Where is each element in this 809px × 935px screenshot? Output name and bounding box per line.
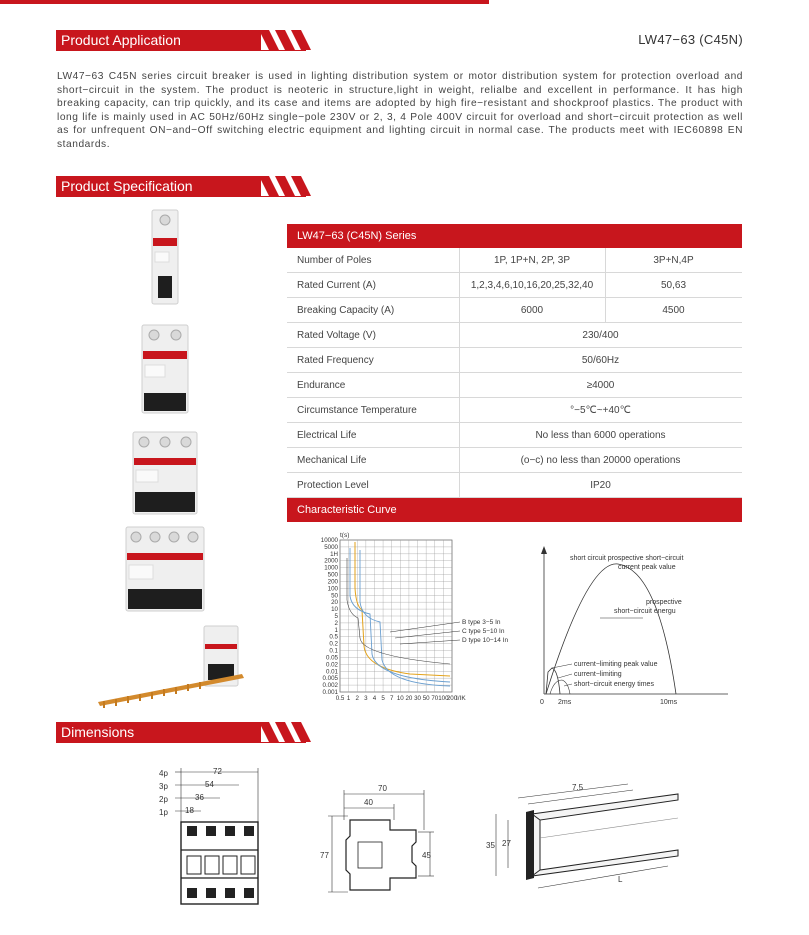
breaker-2p-image	[140, 323, 190, 415]
y-tick-label: 10	[331, 606, 338, 614]
spec-label: Mechanical Life	[297, 455, 367, 466]
pole-3p-label: 3p	[159, 782, 168, 791]
energy-label-line1: prospective	[646, 599, 682, 606]
stripes-decoration	[259, 722, 317, 742]
energy-times-label: short−circuit energy times	[574, 681, 654, 688]
x-tick-label: 5	[381, 695, 385, 702]
legend-b-type: B type 3−5 In	[462, 619, 501, 626]
spec-table	[287, 224, 742, 498]
x-tick-label: 4	[372, 695, 377, 702]
legend-d-type: D type 10−14 In	[462, 637, 509, 644]
section-title: Product Application	[61, 32, 181, 48]
peak-label-line2: current peak value	[618, 564, 676, 571]
y-tick-label: 0.05	[325, 654, 338, 662]
dim-35: 35	[486, 841, 495, 850]
energy-label-line2: short−circuit energu	[614, 608, 676, 615]
y-tick-label: 1	[334, 626, 338, 634]
dim-36: 36	[195, 793, 204, 802]
spec-row	[287, 473, 742, 498]
x-tick-label: 3	[364, 695, 368, 702]
dim-40: 40	[364, 798, 373, 807]
spec-row	[287, 448, 742, 473]
spec-row	[287, 248, 742, 273]
dim-45: 45	[422, 851, 431, 860]
limiting-peak-label: current−limiting peak value	[574, 661, 658, 668]
model-heading: LW47−63 (C45N)	[638, 32, 743, 47]
x-tick-label: 70	[431, 695, 439, 702]
y-axis-unit: t(s)	[340, 532, 350, 539]
x-tick-label: 0.5	[335, 695, 345, 702]
top-accent-line	[0, 0, 489, 4]
pole-2p-label: 2p	[159, 795, 168, 804]
dim-L: L	[618, 875, 623, 884]
section-header-dimensions	[56, 722, 316, 742]
y-tick-label: 0.001	[322, 689, 338, 696]
y-tick-label: 100	[327, 585, 338, 593]
y-tick-label: 50	[331, 592, 338, 600]
y-tick-label: 500	[327, 571, 338, 579]
y-tick-label: 1H	[330, 550, 338, 558]
dim-7-5: 7.5	[572, 783, 584, 792]
y-tick-label: 2000	[324, 557, 338, 565]
breaker-1p-image	[150, 208, 180, 306]
y-tick-label: 10000	[320, 537, 338, 544]
x-tick-label: 1	[346, 695, 351, 702]
legend-c-type: C type 5−10 In	[462, 628, 505, 635]
x-tick-label: 2	[355, 695, 359, 702]
spec-value: 50/60Hz	[581, 355, 620, 366]
section-header-specification	[56, 176, 316, 196]
y-tick-label: 20	[331, 599, 338, 607]
spec-value: 3P+N,4P	[653, 255, 694, 266]
x-tick-0: 0	[540, 699, 544, 706]
peak-label-line1: short circuit prospective short−circuit	[570, 555, 684, 562]
dim-54: 54	[205, 780, 214, 789]
spec-value: °−5℃~+40℃	[570, 405, 631, 416]
spec-value: 1P, 1P+N, 2P, 3P	[493, 255, 571, 266]
section-header-application	[56, 30, 316, 50]
spec-row	[287, 323, 742, 348]
y-tick-label: 5000	[324, 543, 338, 551]
spec-table-title: LW47−63 (C45N) Series	[287, 224, 742, 248]
busbar-image	[92, 622, 247, 710]
spec-row	[287, 423, 742, 448]
x-tick-label: 7	[389, 695, 394, 702]
din-rail-drawing	[478, 778, 693, 908]
front-dimension-drawing	[155, 762, 270, 912]
x-tick-2ms: 2ms	[558, 699, 572, 706]
x-tick-label: 50	[422, 695, 430, 702]
breaker-3p-image	[131, 430, 199, 516]
breaker-4p-image	[124, 525, 206, 613]
pole-4p-label: 4p	[159, 769, 168, 778]
y-tick-label: 0.2	[329, 640, 338, 648]
x-tick-label: 200	[446, 695, 458, 702]
current-limiting-chart	[528, 540, 738, 710]
intro-paragraph: LW47−63 C45N series circuit breaker is used in lighting distribution system or motor distribution system for protection overload and short−circuit in the system. The product is neoteric in structure,light in weight, relialbe and excellent in performance. It has high breaking capacity, can trip quickly, and its case and items are adopted by high fire−resistant and shockproof plastics. The product with long life is mainly used in AC 50Hz/60Hz single−pole 230V or 2, 3, 4 Pole 400V circuit for overload and short−circuit protection as well as for unfrequent ON−and−Off switching electric equipment and lighting circuit in normal case. The products meet with IEC60898 EN standards.	[57, 71, 743, 150]
dim-18: 18	[185, 806, 194, 815]
spec-value: ≥4000	[586, 380, 615, 391]
spec-row	[287, 398, 742, 423]
y-tick-label: 0.005	[322, 675, 338, 683]
spec-value: IP20	[590, 480, 611, 491]
dim-77: 77	[320, 851, 329, 860]
y-tick-label: 200	[327, 578, 338, 586]
stripes-decoration	[259, 30, 317, 50]
spec-value: (o−c) no less than 20000 operations	[520, 455, 681, 466]
x-axis-unit: I/IK	[456, 695, 466, 702]
x-tick-label: 20	[405, 695, 413, 702]
y-tick-label: 0.002	[322, 682, 338, 690]
pole-1p-label: 1p	[159, 808, 168, 817]
spec-row	[287, 348, 742, 373]
section-title: Product Specification	[61, 178, 193, 194]
section-title: Dimensions	[61, 724, 135, 740]
spec-label: Circumstance Temperature	[297, 405, 417, 416]
spec-value: No less than 6000 operations	[535, 430, 666, 441]
spec-value: 1,2,3,4,6,10,16,20,25,32,40	[470, 280, 594, 291]
y-tick-label: 0.1	[329, 647, 338, 655]
x-tick-label: 30	[414, 695, 421, 702]
dim-72: 72	[213, 767, 222, 776]
spec-row	[287, 273, 742, 298]
spec-value: 50,63	[660, 280, 687, 291]
dim-70: 70	[378, 784, 387, 793]
stripes-decoration	[259, 176, 317, 196]
y-tick-label: 2	[334, 619, 338, 627]
x-tick-label: 10	[396, 695, 404, 702]
spec-label: Rated Current (A)	[297, 280, 376, 291]
spec-label: Rated Frequency	[297, 355, 374, 366]
x-tick-10ms: 10ms	[660, 699, 678, 706]
y-tick-label: 0.01	[325, 668, 338, 676]
y-tick-label: 5	[334, 613, 338, 620]
y-tick-label: 1000	[324, 564, 338, 572]
limiting-label: current−limiting	[574, 671, 622, 678]
spec-label: Protection Level	[297, 480, 369, 491]
spec-label: Endurance	[297, 380, 346, 391]
spec-value: 230/400	[582, 330, 619, 341]
spec-value: 4500	[662, 305, 685, 316]
y-tick-label: 0.5	[329, 633, 338, 641]
spec-value: 6000	[520, 305, 544, 316]
spec-row	[287, 298, 742, 323]
side-dimension-drawing	[318, 780, 438, 910]
dim-27: 27	[502, 839, 511, 848]
spec-label: Number of Poles	[297, 255, 372, 266]
spec-label: Rated Voltage (V)	[297, 330, 376, 341]
spec-label: Electrical Life	[297, 430, 357, 441]
characteristic-curve-title: Characteristic Curve	[287, 498, 742, 522]
trip-curve-chart	[300, 528, 510, 708]
spec-row	[287, 373, 742, 398]
spec-label: Breaking Capacity (A)	[297, 305, 395, 316]
y-tick-label: 0.02	[325, 661, 338, 669]
x-tick-label: 100	[438, 695, 449, 702]
